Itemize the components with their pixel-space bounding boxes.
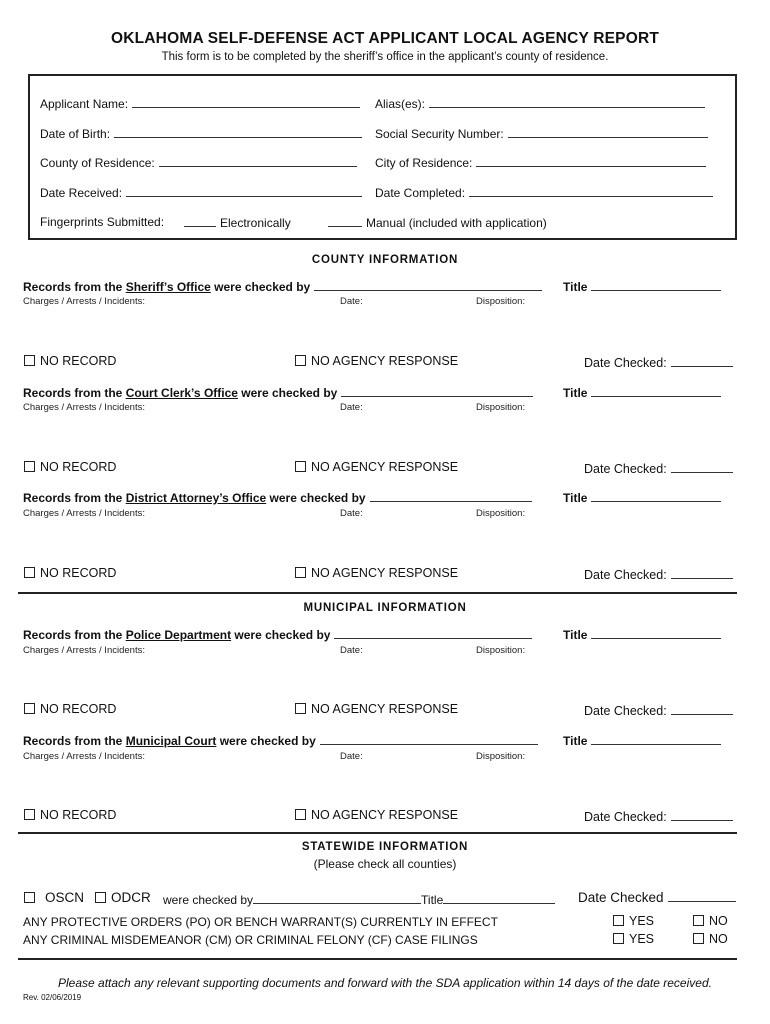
charges-label: Charges / Arrests / Incidents: (23, 645, 145, 656)
charges-label: Charges / Arrests / Incidents: (23, 402, 145, 413)
ssn-field[interactable] (375, 126, 708, 141)
no-agency-response-checkbox[interactable]: NO AGENCY RESPONSE (295, 354, 458, 368)
protective-orders-no-checkbox[interactable]: NO (693, 914, 728, 928)
court-clerk-title-field[interactable]: Title (563, 385, 721, 400)
statewide-checked-by-field[interactable]: were checked by Title (163, 892, 555, 907)
municipal-information-heading: MUNICIPAL INFORMATION (303, 602, 467, 614)
no-record-checkbox[interactable]: NO RECORD (24, 702, 116, 716)
date-completed-field[interactable] (375, 185, 713, 200)
aliases-field[interactable] (375, 96, 705, 111)
ssn-label: Social Security Number: (375, 127, 504, 141)
date-label: Date: (340, 296, 363, 307)
court-clerk-office-label: Court Clerk’s Office (125, 386, 238, 400)
oscn-checkbox[interactable]: OSCN (24, 890, 84, 905)
sheriff-records-line[interactable]: Records from the Sheriff’s Office were checked by (23, 279, 542, 294)
checkbox-icon (693, 933, 704, 944)
disposition-label: Disposition: (476, 296, 526, 307)
disposition-label: Disposition: (476, 508, 526, 519)
city-of-residence-field[interactable] (375, 155, 706, 170)
applicant-name-label: Applicant Name: (40, 97, 129, 111)
police-department-records-line[interactable]: Records from the Police Department were checked by (23, 627, 532, 642)
police-department-label: Police Department (125, 628, 232, 642)
date-received-field[interactable] (40, 185, 362, 200)
section-divider (18, 958, 737, 960)
date-label: Date: (340, 402, 363, 413)
fingerprints-manual-option[interactable]: Manual (included with application) (328, 215, 547, 230)
checkbox-icon (24, 567, 35, 578)
revision-date: Rev. 02/06/2019 (23, 993, 82, 1002)
date-checked-field[interactable]: Date Checked: (584, 703, 733, 718)
police-department-title-field[interactable]: Title (563, 627, 721, 642)
charges-label: Charges / Arrests / Incidents: (23, 508, 145, 519)
statewide-subheading: (Please check all counties) (313, 857, 457, 871)
municipal-court-records-line[interactable]: Records from the Municipal Court were checked by (23, 733, 538, 748)
disposition-label: Disposition: (476, 751, 526, 762)
checkbox-icon (613, 915, 624, 926)
date-completed-label: Date Completed: (375, 186, 466, 200)
sheriff-title-field[interactable]: Title (563, 279, 721, 294)
no-agency-response-checkbox[interactable]: NO AGENCY RESPONSE (295, 808, 458, 822)
checkbox-icon (24, 355, 35, 366)
checkbox-icon (693, 915, 704, 926)
date-checked-field[interactable]: Date Checked: (584, 461, 733, 476)
checkbox-icon (295, 567, 306, 578)
district-attorney-office-label: District Attorney’s Office (125, 491, 267, 505)
checkbox-icon (295, 809, 306, 820)
date-label: Date: (340, 508, 363, 519)
form-title: OKLAHOMA SELF-DEFENSE ACT APPLICANT LOCAL AGENCY REPORT (110, 30, 660, 47)
no-agency-response-checkbox[interactable]: NO AGENCY RESPONSE (295, 702, 458, 716)
protective-orders-yes-checkbox[interactable]: YES (613, 914, 654, 928)
criminal-filings-no-checkbox[interactable]: NO (693, 932, 728, 946)
section-divider (18, 832, 737, 834)
disposition-label: Disposition: (476, 402, 526, 413)
sheriff-office-label: Sheriff’s Office (125, 280, 211, 294)
municipal-court-title-field[interactable]: Title (563, 733, 721, 748)
checkbox-icon (95, 892, 106, 903)
fingerprints-electronic-option[interactable]: Electronically (184, 215, 291, 230)
disposition-label: Disposition: (476, 645, 526, 656)
date-received-label: Date Received: (40, 186, 123, 200)
footer-note: Please attach any relevant supporting documents and forward with the SDA application within 14 days of the date received. (58, 976, 712, 990)
date-checked-field[interactable]: Date Checked: (584, 809, 733, 824)
statewide-date-checked-field[interactable]: Date Checked (578, 890, 736, 905)
no-agency-response-checkbox[interactable]: NO AGENCY RESPONSE (295, 460, 458, 474)
county-information-heading: COUNTY INFORMATION (311, 254, 459, 266)
checkbox-icon (613, 933, 624, 944)
date-checked-field[interactable]: Date Checked: (584, 355, 733, 370)
charges-label: Charges / Arrests / Incidents: (23, 751, 145, 762)
date-checked-field[interactable]: Date Checked: (584, 567, 733, 582)
no-agency-response-checkbox[interactable]: NO AGENCY RESPONSE (295, 566, 458, 580)
county-of-residence-field[interactable] (40, 155, 357, 170)
date-label: Date: (340, 751, 363, 762)
court-clerk-records-line[interactable]: Records from the Court Clerk’s Office were checked by (23, 385, 533, 400)
odcr-checkbox[interactable]: ODCR (95, 890, 151, 905)
no-record-checkbox[interactable]: NO RECORD (24, 354, 116, 368)
charges-label: Charges / Arrests / Incidents: (23, 296, 145, 307)
checkbox-icon (24, 809, 35, 820)
fingerprints-submitted-label: Fingerprints Submitted: (40, 215, 165, 229)
criminal-filings-yes-checkbox[interactable]: YES (613, 932, 654, 946)
aliases-label: Alias(es): (375, 97, 426, 111)
city-of-residence-label: City of Residence: (375, 156, 473, 170)
checkbox-icon (24, 703, 35, 714)
criminal-filings-question: ANY CRIMINAL MISDEMEANOR (CM) OR CRIMINAL FELONY (CF) CASE FILINGS (23, 933, 478, 947)
municipal-court-label: Municipal Court (125, 734, 217, 748)
no-record-checkbox[interactable]: NO RECORD (24, 808, 116, 822)
form-subtitle: This form is to be completed by the sheriff’s office in the applicant’s county of residence. (161, 51, 609, 63)
checkbox-icon (24, 892, 35, 903)
county-of-residence-label: County of Residence: (40, 156, 155, 170)
protective-orders-question: ANY PROTECTIVE ORDERS (PO) OR BENCH WARRANT(S) CURRENTLY IN EFFECT (23, 915, 498, 929)
no-record-checkbox[interactable]: NO RECORD (24, 460, 116, 474)
date-of-birth-label: Date of Birth: (40, 127, 111, 141)
applicant-name-field[interactable] (40, 96, 360, 111)
no-record-checkbox[interactable]: NO RECORD (24, 566, 116, 580)
checkbox-icon (295, 355, 306, 366)
statewide-information-heading: STATEWIDE INFORMATION (301, 841, 469, 853)
district-attorney-title-field[interactable]: Title (563, 490, 721, 505)
checkbox-icon (24, 461, 35, 472)
checkbox-icon (295, 461, 306, 472)
district-attorney-records-line[interactable]: Records from the District Attorney’s Office were checked by (23, 490, 532, 505)
date-of-birth-field[interactable] (40, 126, 362, 141)
section-divider (18, 592, 737, 594)
checkbox-icon (295, 703, 306, 714)
date-label: Date: (340, 645, 363, 656)
